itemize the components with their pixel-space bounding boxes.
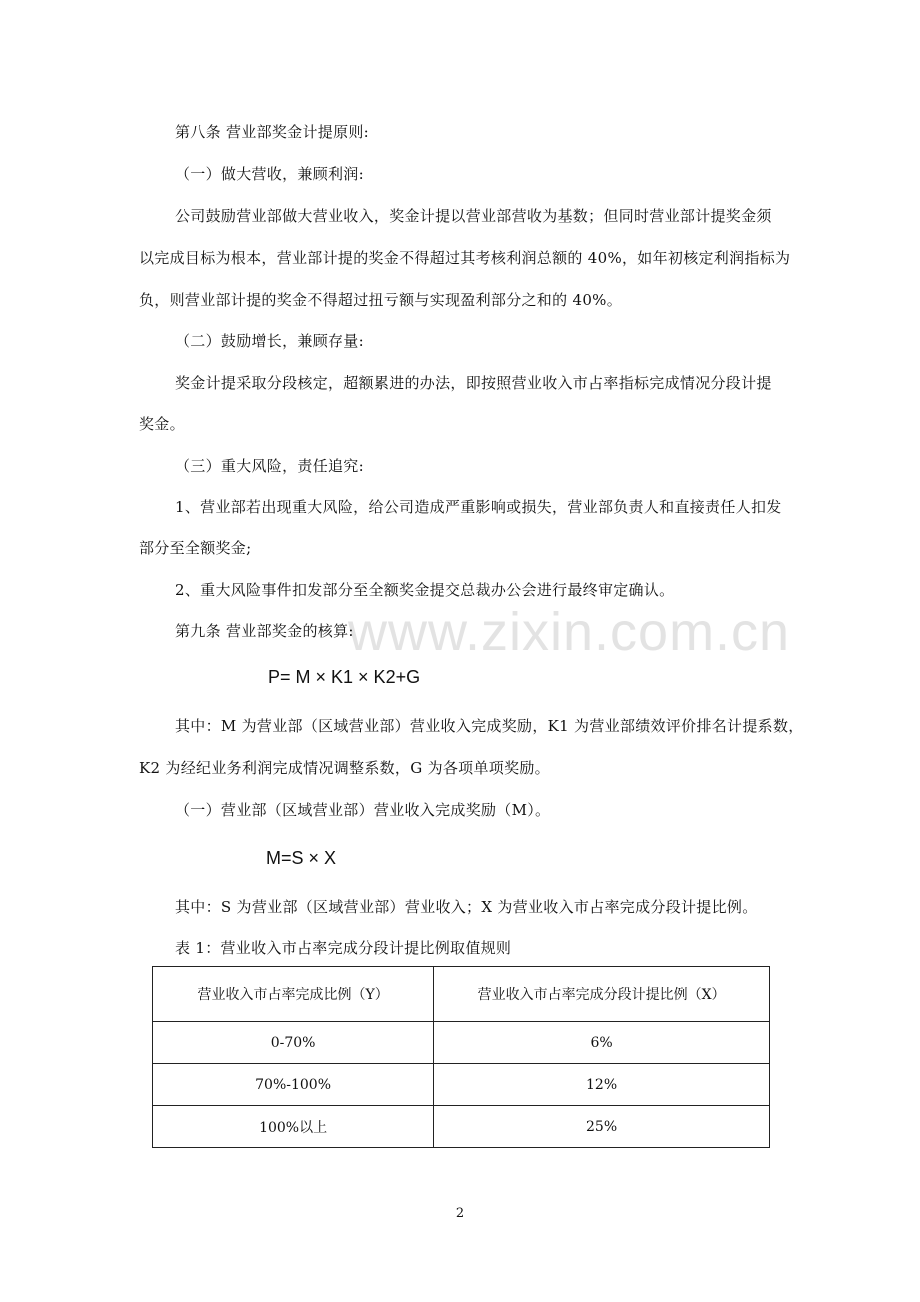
- formula-p: P= M × K1 × K2+G: [268, 667, 421, 687]
- table-row: [153, 1106, 770, 1148]
- table-header-cell: 营业收入市占率完成比例（Y）: [153, 967, 434, 1022]
- table-cell: 25%: [434, 1106, 770, 1148]
- section-1-text-line-2: 以完成目标为根本，营业部计提的奖金不得超过其考核利润总额的 40%，如年初核定利润指标为: [139, 249, 791, 267]
- article-9-title: 第九条 营业部奖金的核算:: [175, 622, 354, 640]
- table-caption: 表 1：营业收入市占率完成分段计提比例取值规则: [175, 939, 512, 957]
- formula-p-explanation-line-1: 其中：M 为营业部（区域营业部）营业收入完成奖励，K1 为营业部绩效评价排名计提系数，: [175, 717, 804, 735]
- section-1-text-line-1: 公司鼓励营业部做大营业收入，奖金计提以营业部营收为基数；但同时营业部计提奖金须: [175, 207, 772, 225]
- table-row: [153, 1022, 770, 1064]
- section-2-text-line-2: 奖金。: [139, 415, 185, 433]
- section-3-item-1-line-1: 1、营业部若出现重大风险，给公司造成严重影响或损失，营业部负责人和直接责任人扣发: [175, 498, 782, 516]
- watermark: www.zixin.com.cn: [348, 602, 791, 662]
- section-3-item-1-line-2: 部分至全额奖金;: [139, 539, 252, 557]
- section-3-item-2: 2、重大风险事件扣发部分至全额奖金提交总裁办公会进行最终审定确认。: [175, 581, 675, 599]
- table-cell: 100%以上: [153, 1106, 434, 1148]
- table-row: [153, 1064, 770, 1106]
- formula-m-explanation: 其中：S 为营业部（区域营业部）营业收入；X 为营业收入市占率完成分段计提比例。: [175, 898, 758, 916]
- table-cell: 70%-100%: [153, 1064, 434, 1106]
- page-number: 2: [455, 1206, 465, 1221]
- ratio-rules-table: [152, 966, 770, 1148]
- section-2-text-line-1: 奖金计提采取分段核定，超额累进的办法，即按照营业收入市占率指标完成情况分段计提: [175, 374, 772, 392]
- table-cell: 6%: [434, 1022, 770, 1064]
- section-2-title: （二）鼓励增长，兼顾存量:: [175, 332, 364, 350]
- article-8-title: 第八条 营业部奖金计提原则:: [175, 123, 370, 141]
- section-3-title: （三）重大风险，责任追究:: [175, 457, 364, 475]
- formula-m: M=S × X: [266, 848, 337, 868]
- section-1-text-line-3: 负，则营业部计提的奖金不得超过扭亏额与实现盈利部分之和的 40%。: [139, 291, 623, 309]
- table-header-row: [153, 967, 770, 1022]
- table-cell: 12%: [434, 1064, 770, 1106]
- formula-p-explanation-line-2: K2 为经纪业务利润完成情况调整系数，G 为各项单项奖励。: [139, 759, 550, 777]
- table-cell: 0-70%: [153, 1022, 434, 1064]
- section-m-title: （一）营业部（区域营业部）营业收入完成奖励（M）。: [175, 801, 551, 819]
- section-1-title: （一）做大营收，兼顾利润:: [175, 165, 364, 183]
- table-header-cell: 营业收入市占率完成分段计提比例（X）: [434, 967, 770, 1022]
